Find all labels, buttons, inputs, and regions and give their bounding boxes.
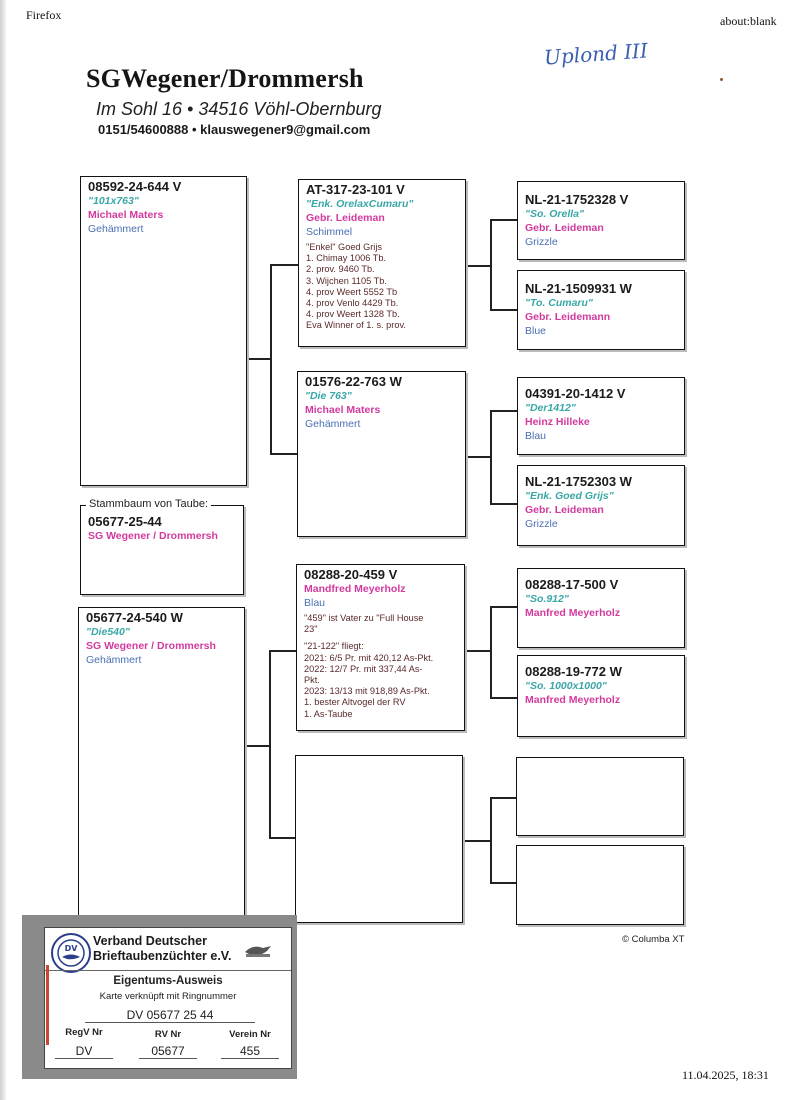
loft-title: SGWegener/Drommersh bbox=[86, 64, 364, 93]
note-line: "459" ist Vater zu "Full House bbox=[304, 613, 424, 623]
connector-line bbox=[490, 410, 492, 504]
connector-line bbox=[490, 503, 517, 505]
connector-line bbox=[463, 840, 490, 842]
scan-edge bbox=[0, 0, 6, 1100]
subject-breeder: SG Wegener / Drommersh bbox=[88, 530, 218, 542]
note-line: 1. Chimay 1006 Tb. bbox=[306, 253, 387, 264]
connector-line bbox=[245, 745, 269, 747]
connector-line bbox=[490, 697, 517, 699]
dam-sire-card bbox=[296, 564, 465, 731]
dam-dam-card-empty bbox=[295, 755, 463, 923]
ggp-breeder: Gebr. Leidemann bbox=[525, 311, 611, 323]
note-line: 4. prov Venlo 4429 Tb. bbox=[306, 298, 399, 309]
ggp-name: "Enk. Goed Grijs" bbox=[525, 490, 614, 502]
sire-dam-ring: 01576-22-763 W bbox=[305, 374, 402, 389]
dam-sire-ring: 08288-20-459 V bbox=[304, 567, 398, 582]
note-line: Eva Winner of 1. s. prov. bbox=[306, 320, 406, 331]
ink-dot bbox=[720, 78, 723, 81]
ggp-color: Grizzle bbox=[525, 236, 558, 248]
ggp-card-empty bbox=[516, 845, 684, 925]
ownership-card-body bbox=[44, 927, 292, 1069]
pigeon-emblem-icon bbox=[243, 940, 273, 960]
ggp-ring: NL-21-1752303 W bbox=[525, 474, 632, 489]
note-line: 2022: 12/7 Pr. mit 337,44 As- bbox=[304, 663, 423, 674]
connector-line bbox=[269, 837, 296, 839]
ggp-breeder: Manfred Meyerholz bbox=[525, 607, 621, 619]
ggp-breeder: Manfred Meyerholz bbox=[525, 694, 621, 706]
pedigree-label: Stammbaum von Taube: bbox=[86, 498, 211, 510]
org-name-line1: Verband Deutscher bbox=[93, 934, 207, 948]
dam-name: "Die540" bbox=[86, 626, 130, 638]
note-line: "21-122" fliegt: bbox=[304, 641, 364, 652]
dam-ring: 05677-24-540 W bbox=[86, 610, 183, 625]
software-credit: © Columba XT bbox=[622, 934, 685, 945]
handwritten-note: Uplond III bbox=[543, 38, 649, 70]
doc-title: Eigentums-Ausweis bbox=[113, 975, 223, 987]
browser-url: about:blank bbox=[720, 14, 777, 28]
sire-color: Gehämmert bbox=[88, 223, 144, 235]
connector-line bbox=[490, 219, 517, 221]
note-line: 1. bester Altvogel der RV bbox=[304, 697, 406, 708]
ggp-card-6 bbox=[517, 655, 685, 737]
ggp-color: Grizzle bbox=[525, 518, 558, 530]
regv-value: DV bbox=[55, 1044, 113, 1059]
card-divider bbox=[45, 970, 291, 971]
ggp-breeder: Heinz Hilleke bbox=[525, 416, 590, 428]
ggp-name: "So.912" bbox=[525, 593, 569, 605]
ggp-card-5 bbox=[517, 568, 685, 648]
dam-breeder: SG Wegener / Drommersh bbox=[86, 640, 216, 652]
verein-value: 455 bbox=[221, 1044, 279, 1059]
browser-app-name: Firefox bbox=[26, 8, 62, 22]
dam-card bbox=[78, 607, 245, 925]
ggp-name: "So. Orella" bbox=[525, 208, 584, 220]
connector-line bbox=[270, 453, 298, 455]
ggp-card-1 bbox=[517, 181, 685, 260]
connector-line bbox=[270, 264, 272, 454]
dam-sire-color: Blau bbox=[304, 597, 326, 609]
loft-address: Im Sohl 16 • 34516 Vöhl-Obernburg bbox=[96, 99, 382, 119]
note-line: Pkt. bbox=[304, 675, 320, 686]
card-edge-mark bbox=[46, 965, 49, 1045]
connector-line bbox=[270, 264, 298, 266]
print-timestamp: 11.04.2025, 18:31 bbox=[682, 1068, 769, 1082]
verein-label: Verein Nr bbox=[229, 1029, 271, 1040]
ggp-ring: 08288-19-772 W bbox=[525, 664, 622, 679]
sire-ring: 08592-24-644 V bbox=[88, 179, 182, 194]
ggp-card-empty bbox=[516, 757, 684, 836]
ggp-breeder: Gebr. Leideman bbox=[525, 504, 604, 516]
connector-line bbox=[490, 797, 492, 883]
connector-line bbox=[490, 882, 517, 884]
loft-contact: 0151/54600888 • klauswegener9@gmail.com bbox=[98, 122, 371, 137]
connector-line bbox=[245, 358, 270, 360]
sire-dam-breeder: Michael Maters bbox=[305, 404, 381, 416]
sire-sire-breeder: Gebr. Leideman bbox=[306, 212, 385, 224]
connector-line bbox=[490, 606, 517, 608]
dam-sire-breeder: Mandfred Meyerholz bbox=[304, 583, 406, 595]
ggp-name: "To. Cumaru" bbox=[525, 297, 593, 309]
ggp-card-2 bbox=[517, 270, 685, 350]
ggp-color: Blue bbox=[525, 325, 547, 337]
ring-number-value: DV 05677 25 44 bbox=[85, 1008, 255, 1023]
doc-subtitle: Karte verknüpft mit Ringnummer bbox=[99, 991, 237, 1002]
connector-line bbox=[490, 410, 517, 412]
sire-dam-name: "Die 763" bbox=[305, 390, 352, 402]
connector-line bbox=[466, 456, 490, 458]
sire-sire-name: "Enk. OrelaxCumaru" bbox=[306, 198, 414, 210]
ggp-ring: NL-21-1752328 V bbox=[525, 192, 629, 207]
vdb-logo-icon bbox=[51, 933, 91, 973]
ownership-card bbox=[22, 915, 297, 1079]
ggp-name: "So. 1000x1000" bbox=[525, 680, 607, 692]
connector-line bbox=[490, 797, 517, 799]
subject-ring: 05677-25-44 bbox=[88, 514, 162, 529]
ggp-card-3 bbox=[517, 377, 685, 455]
connector-line bbox=[490, 309, 517, 311]
dam-color: Gehämmert bbox=[86, 654, 142, 666]
ggp-ring: 08288-17-500 V bbox=[525, 577, 619, 592]
rv-value: 05677 bbox=[139, 1044, 197, 1059]
connector-line bbox=[466, 265, 490, 267]
note-line: 3. Wijchen 1105 Tb. bbox=[306, 275, 387, 286]
connector-line bbox=[490, 606, 492, 698]
sire-sire-ring: AT-317-23-101 V bbox=[306, 182, 405, 197]
org-name-line2: Brieftaubenzüchter e.V. bbox=[93, 949, 232, 963]
note-line: "Enkel" Goed Grijs bbox=[306, 242, 382, 252]
connector-line bbox=[269, 650, 296, 652]
note-line: 1. As-Taube bbox=[304, 708, 353, 719]
sire-sire-card bbox=[298, 179, 466, 347]
note-line: 2021: 6/5 Pr. mit 420,12 As-Pkt. bbox=[304, 652, 434, 663]
note-line: 2023: 13/13 mit 918,89 As-Pkt. bbox=[304, 686, 430, 697]
ggp-color: Blau bbox=[525, 430, 547, 442]
connector-line bbox=[269, 650, 271, 838]
sire-sire-notes bbox=[306, 242, 458, 332]
sire-breeder: Michael Maters bbox=[88, 209, 164, 221]
note-line: 4. prov Weert 5552 Tb bbox=[306, 286, 398, 297]
subject-card bbox=[80, 505, 244, 595]
dam-sire-notes bbox=[304, 613, 457, 720]
connector-line bbox=[465, 650, 490, 652]
sire-sire-color: Schimmel bbox=[306, 226, 353, 238]
sire-dam-card bbox=[297, 371, 466, 537]
regv-label: RegV Nr bbox=[65, 1027, 103, 1038]
sire-card bbox=[80, 176, 247, 486]
ggp-breeder: Gebr. Leideman bbox=[525, 222, 604, 234]
rv-label: RV Nr bbox=[154, 1029, 182, 1040]
connector-line bbox=[490, 219, 492, 310]
ggp-ring: 04391-20-1412 V bbox=[525, 386, 626, 401]
ggp-name: "Der1412" bbox=[525, 402, 576, 414]
note-line: 23" bbox=[304, 624, 318, 635]
ggp-ring: NL-21-1509931 W bbox=[525, 281, 632, 296]
sire-dam-color: Gehämmert bbox=[305, 418, 361, 430]
note-line: 4. prov Weert 1328 Tb. bbox=[306, 309, 400, 320]
sire-name: "101x763" bbox=[88, 195, 139, 207]
note-line: 2. prov. 9460 Tb. bbox=[306, 264, 375, 275]
svg-text:DV: DV bbox=[64, 944, 78, 953]
ggp-card-4 bbox=[517, 465, 685, 546]
